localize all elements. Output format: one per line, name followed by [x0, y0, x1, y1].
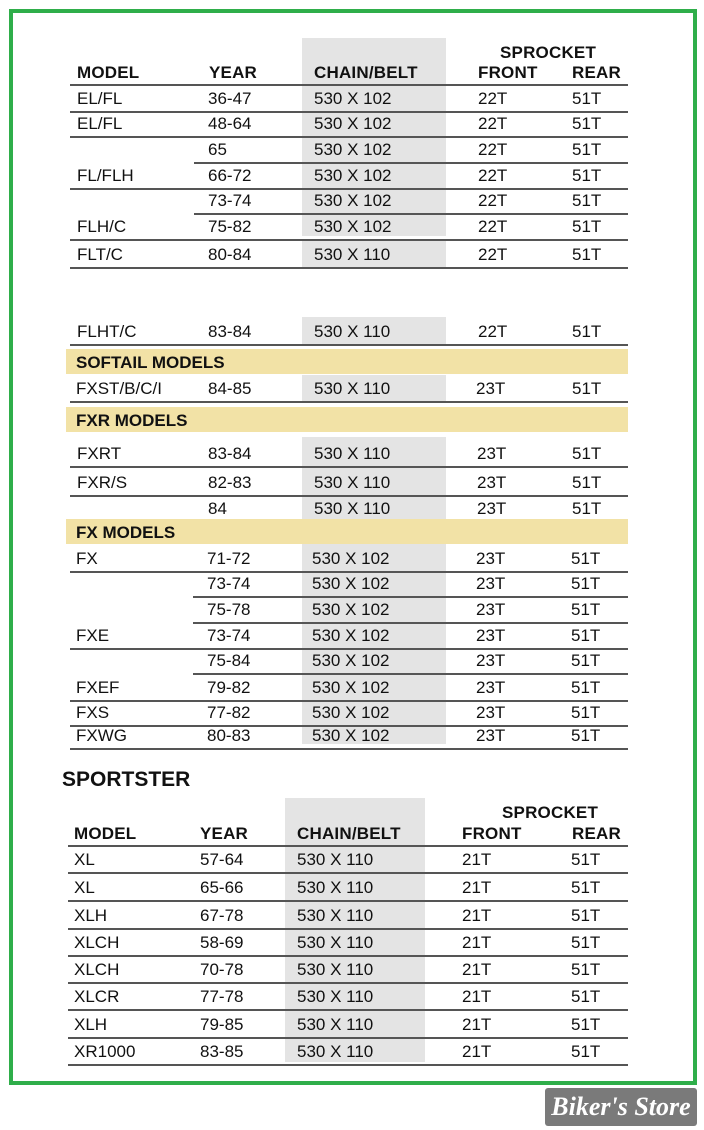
cell-chain: 530 X 102	[312, 549, 390, 568]
cell-front: 21T	[462, 906, 492, 925]
cell-year: 79-85	[200, 1015, 244, 1034]
cell-year: 75-78	[207, 600, 251, 619]
cell-chain: 530 X 102	[312, 726, 390, 745]
cell-front: 23T	[476, 703, 506, 722]
cell-chain: 530 X 110	[314, 322, 391, 341]
cell-year: 36-47	[208, 89, 252, 108]
cell-model: FXWG	[76, 726, 127, 745]
cell-year: 66-72	[208, 166, 252, 185]
header-divider	[70, 84, 628, 86]
sportster-title: SPORTSTER	[62, 768, 191, 791]
cell-chain: 530 X 110	[297, 987, 374, 1006]
cell-front: 22T	[478, 114, 508, 133]
cell-year: 77-82	[207, 703, 251, 722]
cell-model: XLCH	[74, 933, 120, 952]
cell-chain: 530 X 110	[314, 499, 391, 518]
cell-year: 77-78	[200, 987, 244, 1006]
sportster-header-rear: REAR	[572, 824, 621, 843]
cell-year: 65-66	[200, 878, 244, 897]
cell-chain: 530 X 102	[314, 217, 392, 236]
header-year: YEAR	[209, 63, 258, 82]
cell-front: 23T	[476, 379, 506, 398]
cell-chain: 530 X 110	[297, 933, 374, 952]
fxr-title: FXR MODELS	[76, 411, 188, 430]
cell-front: 21T	[462, 1042, 492, 1061]
row-divider	[70, 136, 628, 138]
cell-rear: 51T	[571, 850, 601, 869]
cell-model: FXR/S	[77, 473, 128, 492]
sportster-header-sprocket: SPROCKET	[502, 803, 599, 822]
cell-rear: 51T	[571, 678, 601, 697]
cell-front: 21T	[462, 878, 492, 897]
cell-model: XL	[74, 850, 95, 869]
cell-chain: 530 X 110	[314, 245, 391, 264]
row-divider	[70, 401, 628, 403]
cell-chain: 530 X 110	[314, 379, 391, 398]
cell-chain: 530 X 102	[314, 114, 392, 133]
cell-year: 84	[208, 499, 227, 518]
row-divider	[70, 571, 628, 573]
cell-rear: 51T	[571, 703, 601, 722]
cell-model: FLHT/C	[77, 322, 137, 341]
row-divider	[70, 344, 628, 346]
row-divider	[70, 495, 628, 497]
cell-chain: 530 X 110	[297, 960, 374, 979]
row-divider	[68, 982, 628, 984]
cell-chain: 530 X 110	[297, 906, 374, 925]
cell-rear: 51T	[572, 245, 602, 264]
row-divider	[70, 748, 628, 750]
cell-chain: 530 X 110	[297, 878, 374, 897]
cell-year: 83-85	[200, 1042, 244, 1061]
cell-rear: 51T	[571, 987, 601, 1006]
cell-rear: 51T	[571, 933, 601, 952]
cell-chain: 530 X 102	[312, 651, 390, 670]
cell-year: 57-64	[200, 850, 244, 869]
cell-year: 75-84	[207, 651, 251, 670]
bikers-store-logo: Biker's Store	[545, 1088, 697, 1126]
cell-model: XLCH	[74, 960, 120, 979]
cell-chain: 530 X 110	[297, 1015, 374, 1034]
cell-rear: 51T	[572, 473, 602, 492]
cell-year: 58-69	[200, 933, 244, 952]
cell-year: 80-83	[207, 726, 251, 745]
row-divider	[70, 111, 628, 113]
row-divider	[68, 928, 628, 930]
cell-model: FXE	[76, 626, 110, 645]
cell-chain: 530 X 110	[314, 444, 391, 463]
cell-rear: 51T	[571, 626, 601, 645]
cell-rear: 51T	[572, 217, 602, 236]
row-divider	[70, 239, 628, 241]
cell-chain: 530 X 102	[314, 166, 392, 185]
row-divider	[68, 1009, 628, 1011]
cell-front: 21T	[462, 850, 492, 869]
cell-front: 21T	[462, 987, 492, 1006]
cell-model: XLH	[74, 906, 108, 925]
cell-rear: 51T	[572, 166, 602, 185]
cell-rear: 51T	[571, 600, 601, 619]
cell-rear: 51T	[572, 191, 602, 210]
cell-rear: 51T	[571, 574, 601, 593]
cell-front: 21T	[462, 1015, 492, 1034]
cell-front: 23T	[476, 651, 506, 670]
cell-year: 73-74	[208, 191, 252, 210]
sportster-header-model: MODEL	[74, 824, 137, 843]
cell-front: 23T	[476, 726, 506, 745]
cell-chain: 530 X 102	[314, 89, 392, 108]
row-divider	[70, 188, 628, 190]
row-divider	[194, 213, 628, 215]
cell-front: 23T	[476, 678, 506, 697]
cell-rear: 51T	[572, 89, 602, 108]
row-divider	[193, 622, 628, 624]
cell-year: 67-78	[200, 906, 244, 925]
cell-chain: 530 X 102	[314, 140, 392, 159]
cell-front: 23T	[476, 549, 506, 568]
cell-front: 21T	[462, 933, 492, 952]
cell-chain: 530 X 102	[312, 574, 390, 593]
cell-front: 23T	[476, 574, 506, 593]
cell-rear: 51T	[572, 379, 602, 398]
cell-chain: 530 X 102	[312, 600, 390, 619]
cell-model: EL/FL	[77, 89, 123, 108]
cell-chain: 530 X 110	[297, 850, 374, 869]
cell-rear: 51T	[572, 444, 602, 463]
cell-year: 48-64	[208, 114, 252, 133]
cell-chain: 530 X 102	[312, 678, 390, 697]
header-rear: REAR	[572, 63, 621, 82]
cell-model: EL/FL	[77, 114, 123, 133]
cell-model: XL	[74, 878, 95, 897]
cell-model: XR1000	[74, 1042, 136, 1061]
cell-rear: 51T	[572, 114, 602, 133]
cell-year: 79-82	[207, 678, 251, 697]
cell-model: XLCR	[74, 987, 120, 1006]
cell-rear: 51T	[571, 651, 601, 670]
cell-front: 23T	[477, 444, 507, 463]
cell-rear: 51T	[571, 960, 601, 979]
row-divider	[194, 162, 628, 164]
cell-front: 23T	[477, 473, 507, 492]
cell-year: 71-72	[207, 549, 251, 568]
cell-model: FXEF	[76, 678, 120, 697]
cell-front: 23T	[477, 499, 507, 518]
cell-model: FLH/C	[77, 217, 127, 236]
cell-rear: 51T	[571, 1015, 601, 1034]
cell-year: 70-78	[200, 960, 244, 979]
cell-rear: 51T	[572, 322, 602, 341]
cell-front: 23T	[476, 626, 506, 645]
cell-rear: 51T	[571, 726, 601, 745]
row-divider	[68, 1037, 628, 1039]
header-sprocket: SPROCKET	[500, 43, 597, 62]
cell-year: 73-74	[207, 574, 251, 593]
header-model: MODEL	[77, 63, 140, 82]
sportster-header-year: YEAR	[200, 824, 249, 843]
cell-year: 83-84	[208, 322, 252, 341]
cell-model: FXST/B/C/I	[76, 379, 162, 398]
cell-front: 22T	[478, 191, 508, 210]
cell-front: 22T	[478, 166, 508, 185]
cell-year: 65	[208, 140, 227, 159]
cell-model: FL/FLH	[77, 166, 134, 185]
cell-chain: 530 X 102	[312, 703, 390, 722]
cell-chain: 530 X 102	[312, 626, 390, 645]
cell-year: 83-84	[208, 444, 252, 463]
row-divider	[68, 955, 628, 957]
row-divider	[68, 900, 628, 902]
softail-title: SOFTAIL MODELS	[76, 353, 225, 372]
cell-rear: 51T	[571, 906, 601, 925]
cell-chain: 530 X 102	[314, 191, 392, 210]
row-divider	[70, 700, 628, 702]
cell-rear: 51T	[572, 499, 602, 518]
sportster-header-front: FRONT	[462, 824, 522, 843]
cell-year: 73-74	[207, 626, 251, 645]
row-divider	[68, 1064, 628, 1066]
row-divider	[70, 648, 628, 650]
sportster-header-divider	[68, 845, 628, 847]
cell-chain: 530 X 110	[297, 1042, 374, 1061]
cell-model: FXRT	[77, 444, 122, 463]
cell-rear: 51T	[571, 549, 601, 568]
header-front: FRONT	[478, 63, 538, 82]
cell-model: FX	[76, 549, 98, 568]
row-divider	[68, 872, 628, 874]
cell-rear: 51T	[571, 878, 601, 897]
cell-front: 22T	[478, 89, 508, 108]
cell-chain: 530 X 110	[314, 473, 391, 492]
cell-model: FXS	[76, 703, 110, 722]
cell-rear: 51T	[571, 1042, 601, 1061]
sportster-header-chain: CHAIN/BELT	[297, 824, 401, 843]
cell-front: 21T	[462, 960, 492, 979]
cell-front: 22T	[478, 322, 508, 341]
cell-year: 82-83	[208, 473, 252, 492]
cell-front: 22T	[478, 217, 508, 236]
row-divider	[70, 267, 628, 269]
cell-model: XLH	[74, 1015, 108, 1034]
cell-year: 75-82	[208, 217, 252, 236]
row-divider	[193, 596, 628, 598]
cell-front: 22T	[478, 245, 508, 264]
row-divider	[70, 466, 628, 468]
cell-year: 80-84	[208, 245, 252, 264]
cell-year: 84-85	[208, 379, 252, 398]
fx-title: FX MODELS	[76, 523, 176, 542]
row-divider	[193, 673, 628, 675]
cell-front: 23T	[476, 600, 506, 619]
cell-front: 22T	[478, 140, 508, 159]
cell-model: FLT/C	[77, 245, 123, 264]
header-chain: CHAIN/BELT	[314, 63, 418, 82]
cell-rear: 51T	[572, 140, 602, 159]
